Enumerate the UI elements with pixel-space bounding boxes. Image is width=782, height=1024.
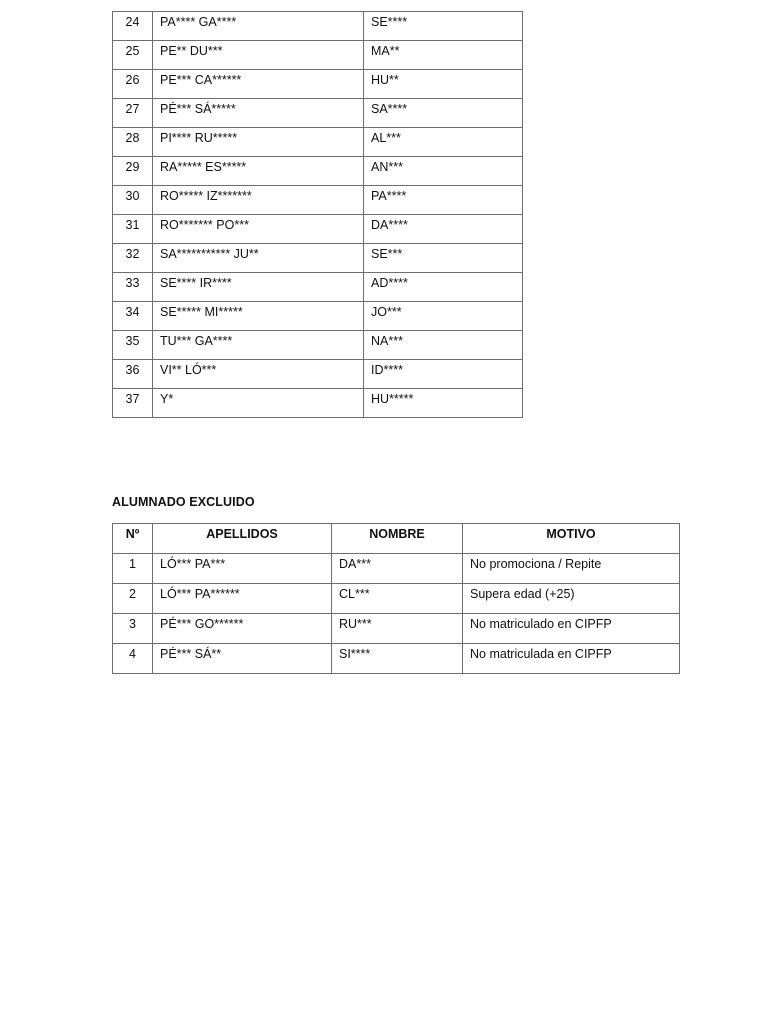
row-apellidos: PE** DU*** [153, 41, 364, 70]
row-apellidos: RA***** ES***** [153, 157, 364, 186]
table-row [113, 244, 523, 273]
row-number: 33 [113, 273, 153, 302]
row-motivo: Supera edad (+25) [463, 584, 680, 614]
excluded-students-table [112, 523, 680, 674]
row-nombre: AN*** [364, 157, 523, 186]
table-row [113, 128, 523, 157]
row-number: 4 [113, 644, 153, 674]
row-apellidos: RO***** IZ******* [153, 186, 364, 215]
row-apellidos: PI**** RU***** [153, 128, 364, 157]
row-number: 2 [113, 584, 153, 614]
table-row [113, 584, 680, 614]
row-number: 35 [113, 331, 153, 360]
row-nombre: RU*** [332, 614, 463, 644]
row-motivo: No matriculado en CIPFP [463, 614, 680, 644]
table-row [113, 70, 523, 99]
table-row [113, 302, 523, 331]
row-apellidos: TU*** GA**** [153, 331, 364, 360]
row-apellidos: Y* [153, 389, 364, 418]
header-number: Nº [113, 524, 153, 554]
row-number: 32 [113, 244, 153, 273]
row-motivo: No promociona / Repite [463, 554, 680, 584]
row-nombre: SI**** [332, 644, 463, 674]
row-apellidos: LÓ*** PA*** [153, 554, 332, 584]
row-nombre: MA** [364, 41, 523, 70]
row-number: 29 [113, 157, 153, 186]
row-number: 25 [113, 41, 153, 70]
table-row [113, 41, 523, 70]
row-apellidos: PA**** GA**** [153, 12, 364, 41]
row-apellidos: PÉ*** SÁ** [153, 644, 332, 674]
row-nombre: JO*** [364, 302, 523, 331]
row-nombre: ID**** [364, 360, 523, 389]
row-number: 24 [113, 12, 153, 41]
row-apellidos: PE*** CA****** [153, 70, 364, 99]
row-motivo: No matriculada en CIPFP [463, 644, 680, 674]
table-row [113, 389, 523, 418]
table-row [113, 644, 680, 674]
row-nombre: SE**** [364, 12, 523, 41]
header-nombre: NOMBRE [332, 524, 463, 554]
header-apellidos: APELLIDOS [153, 524, 332, 554]
included-students-table [112, 11, 523, 418]
row-number: 37 [113, 389, 153, 418]
row-number: 28 [113, 128, 153, 157]
row-nombre: DA**** [364, 215, 523, 244]
row-nombre: AD**** [364, 273, 523, 302]
excluded-section-title: ALUMNADO EXCLUIDO [112, 495, 255, 509]
row-number: 36 [113, 360, 153, 389]
table-row [113, 215, 523, 244]
table-row [113, 99, 523, 128]
row-nombre: CL*** [332, 584, 463, 614]
row-apellidos: VI** LÓ*** [153, 360, 364, 389]
row-nombre: NA*** [364, 331, 523, 360]
table-row [113, 614, 680, 644]
row-apellidos: LÓ*** PA****** [153, 584, 332, 614]
row-number: 34 [113, 302, 153, 331]
table-row [113, 331, 523, 360]
table-row [113, 186, 523, 215]
row-number: 31 [113, 215, 153, 244]
row-number: 26 [113, 70, 153, 99]
table-row [113, 360, 523, 389]
row-nombre: HU** [364, 70, 523, 99]
row-apellidos: PÉ*** SÁ***** [153, 99, 364, 128]
row-apellidos: SE***** MI***** [153, 302, 364, 331]
row-number: 27 [113, 99, 153, 128]
row-apellidos: SE**** IR**** [153, 273, 364, 302]
row-nombre: SA**** [364, 99, 523, 128]
table-row [113, 157, 523, 186]
excluded-table-header [113, 524, 680, 554]
row-number: 3 [113, 614, 153, 644]
table-row [113, 554, 680, 584]
excluded-students-table-body [113, 554, 680, 674]
row-number: 30 [113, 186, 153, 215]
table-row [113, 273, 523, 302]
row-apellidos: RO******* PO*** [153, 215, 364, 244]
header-row [113, 524, 680, 554]
row-nombre: AL*** [364, 128, 523, 157]
row-apellidos: SA*********** JU** [153, 244, 364, 273]
row-apellidos: PÉ*** GO****** [153, 614, 332, 644]
row-nombre: SE*** [364, 244, 523, 273]
included-students-table-body [113, 12, 523, 418]
row-nombre: HU***** [364, 389, 523, 418]
row-number: 1 [113, 554, 153, 584]
header-motivo: MOTIVO [463, 524, 680, 554]
row-nombre: DA*** [332, 554, 463, 584]
table-row [113, 12, 523, 41]
row-nombre: PA**** [364, 186, 523, 215]
